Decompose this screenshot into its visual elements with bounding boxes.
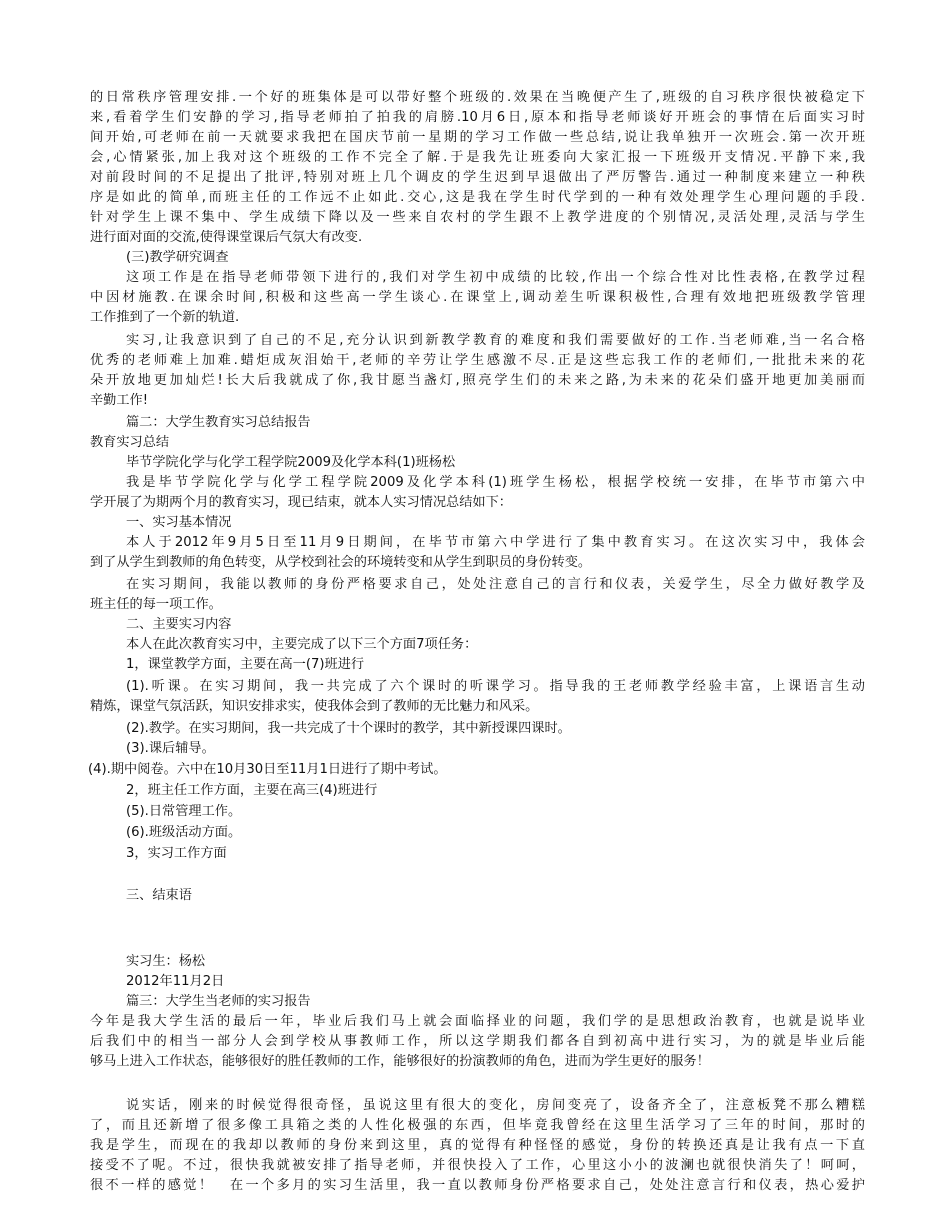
list-item: 1，课堂教学方面，主要在高一(7)班进行: [126, 657, 365, 672]
text-line: 到了从学生到教师的角色转变，从学校到社会的环境转变和从学生到职员的身份转变。: [90, 555, 592, 570]
author-line: 毕节学院化学与化学工程学院2009及化学本科(1)班杨松: [126, 455, 456, 470]
list-item: 3，实习工作方面: [126, 846, 227, 861]
list-item: (3).课后辅导。: [126, 741, 215, 756]
section-heading: 三、结束语: [126, 888, 192, 903]
text-line: 今年是我大学生活的最后一年，毕业后我们马上就会面临择业的问题，我们学的是思想政治教育，也就是说毕业: [90, 1014, 865, 1029]
text-line: 的日常秩序管理安排.一个好的班集体是可以带好整个班级的.效果在当晚便产生了,班级的自习秩序很快被稳定下: [90, 90, 865, 105]
text-line: 工作推到了一个新的轨道.: [90, 310, 240, 325]
article-heading: 篇二：大学生教育实习总结报告: [126, 415, 311, 430]
text-line: 实习,让我意识到了自己的不足,充分认识到新教学教育的难度和我们需要做好的工作.当老师难,当一名合格: [126, 333, 865, 348]
text-line: 间开始,可老师在前一天就要求我把在国庆节前一星期的学习工作做一些总结,说让我单独开一次班会.第一次开班: [90, 130, 865, 145]
text-line: 接受不了呢。不过，很快我就被安排了指导老师，并很快投入了工作，心里这小小的波澜也就很快消失了！呵呵，: [90, 1158, 865, 1173]
text-line: 了，而且还新增了很多像工具箱之类的人性化极强的东西，但毕竟我曾经在这里生活学习了三年的时间，那时的: [90, 1118, 865, 1133]
document-title: 教育实习总结: [90, 435, 170, 450]
section-heading: 一、实习基本情况: [126, 515, 232, 530]
text-line: 很不一样的感觉！ 在一个多月的实习生活里，我一直以教师身份严格要求自己，处处注意言行和仪表，热心爱护: [90, 1178, 865, 1193]
list-item: 2，班主任工作方面，主要在高三(4)班进行: [126, 783, 378, 798]
text-line: 我是学生，而现在的我却以教师的身份来到这里，真的觉得有种怪怪的感觉，身份的转换还真是让我有点一下直: [90, 1138, 865, 1153]
text-line: 后我们中的相当一部分人会到学校从事教师工作，所以这学期我们都各自到初高中进行实习，为的就是毕业后能: [90, 1034, 865, 1049]
text-line: 中因材施教.在课余时间,积极和这些高一学生谈心.在课堂上,调动差生听课积极性,合理有效地把班级教学管理: [90, 290, 865, 305]
section-heading: (三)教学研究调查: [126, 250, 229, 265]
list-item: (5).日常管理工作。: [126, 804, 242, 819]
text-line: 进行面对面的交流,使得课堂课后气氛大有改变.: [90, 230, 363, 245]
text-line: 来,看着学生们安静的学习,指导老师拍了拍我的肩膀.10月6日,原本和指导老师谈好开班会的事情在后面实习时: [90, 110, 865, 125]
text-line: 精炼，课堂气氛活跃，知识安排求实，使我体会到了教师的无比魅力和风采。: [90, 699, 539, 714]
text-line: 本人在此次教育实习中，主要完成了以下三个方面7项任务：: [126, 637, 478, 652]
list-item: (4).期中阅卷。六中在10月30日至11月1日进行了期中考试。: [88, 762, 447, 777]
text-line: 朵开放地更加灿烂!长大后我就成了你,我甘愿当盏灯,照亮学生们的未来之路,为未来的花朵们盛开地更加美丽而: [90, 373, 865, 388]
list-item: (1).听课。在实习期间，我一共完成了六个课时的听课学习。指导我的王老师教学经验丰富，上课语言生动: [126, 679, 865, 694]
list-item: (6).班级活动方面。: [126, 825, 242, 840]
list-item: (2).教学。在实习期间，我一共完成了十个课时的教学，其中新授课四课时。: [126, 721, 571, 736]
text-line: 我是毕节学院化学与化学工程学院2009及化学本科(1)班学生杨松，根据学校统一安排，在毕节市第六中: [126, 475, 865, 490]
text-line: 辛勤工作!: [90, 393, 149, 408]
text-line: 学开展了为期两个月的教育实习，现已结束，就本人实习情况总结如下：: [90, 495, 512, 510]
text-line: 本人于2012年9月5日至11月9日期间，在毕节市第六中学进行了集中教育实习。在这次实习中，我体会: [126, 535, 865, 550]
text-line: 够马上进入工作状态，能够很好的胜任教师的工作，能够很好的扮演教师的角色，进而为学生更好的服务！: [90, 1054, 710, 1069]
text-line: 针对学生上课不集中、学生成绩下降以及一些来自农村的学生跟不上教学进度的个别情况,灵活处理,灵活与学生: [90, 210, 865, 225]
text-line: 这项工作是在指导老师带领下进行的,我们对学生初中成绩的比较,作出一个综合性对比性表格,在教学过程: [126, 270, 865, 285]
text-line: 对前段时间的不足提出了批评,特别对班上几个调皮的学生迟到早退做出了严厉警告.通过一种制度来建立一种秩: [90, 170, 865, 185]
signature-name: 实习生：杨松: [126, 954, 206, 969]
text-line: 说实话，刚来的时候觉得很奇怪，虽说这里有很大的变化，房间变亮了，设备齐全了，注意板凳不那么糟糕: [126, 1098, 865, 1113]
text-line: 序是如此的简单,而班主任的工作远不止如此.交心,这是我在学生时代学到的一种有效处理学生心理问题的手段.: [90, 190, 865, 205]
text-line: 班主任的每一项工作。: [90, 597, 222, 612]
article-heading: 篇三：大学生当老师的实习报告: [126, 994, 311, 1009]
text-line: 在实习期间，我能以教师的身份严格要求自己，处处注意自己的言行和仪表，关爱学生，尽全力做好教学及: [126, 577, 865, 592]
signature-date: 2012年11月2日: [126, 974, 225, 989]
text-line: 优秀的老师难上加难.蜡炬成灰泪始干,老师的辛劳让学生感激不尽.正是这些忘我工作的老师们,一批批未来的花: [90, 353, 865, 368]
section-heading: 二、主要实习内容: [126, 617, 232, 632]
text-line: 会,心情紧张,加上我对这个班级的工作不完全了解.于是我先让班委向大家汇报一下班级开支情况.平静下来,我: [90, 150, 865, 165]
